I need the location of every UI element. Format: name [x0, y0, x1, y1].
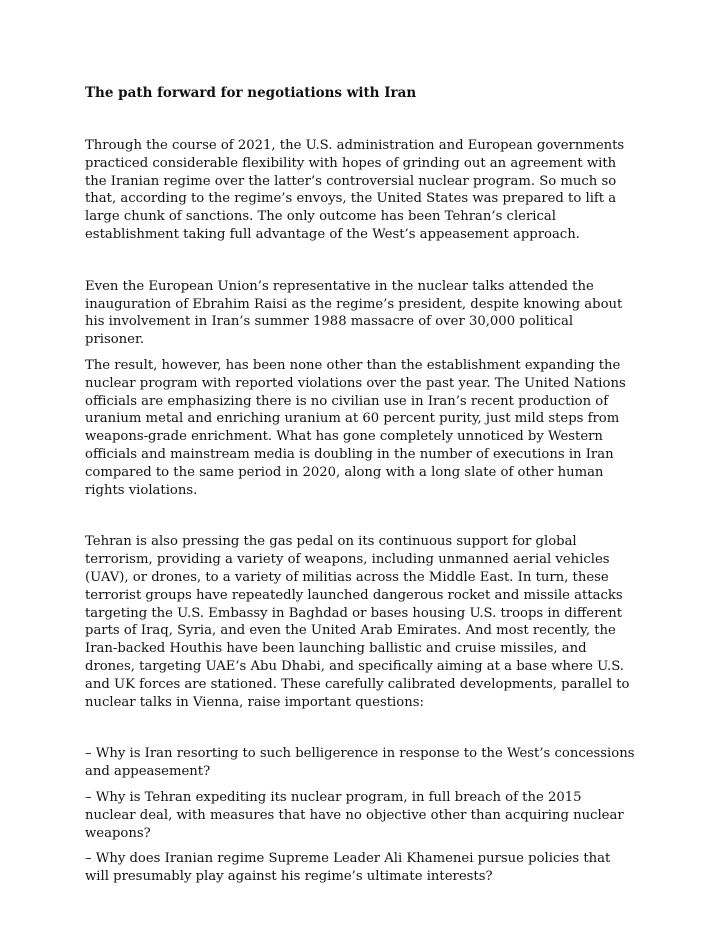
spacer — [85, 499, 635, 533]
spacer — [85, 711, 635, 745]
question-nuclear-program: – Why is Tehran expediting its nuclear program, in full breach of the 2015 nuclear deal, with measures that have no objective other than acquiring nuclear weapons? — [85, 789, 624, 841]
spacer — [85, 842, 635, 850]
paragraph-intro: Through the course of 2021, the U.S. administration and European governments practiced considerable flexibility with hopes of grinding out an agreement with the Iranian regime over the latter’s controversial nuclear program. So much so that, according to the regime’s envoys, the United States was prepared to lift a large chunk of sanctions. The only outcome has been Tehran’s clerical establishment taking full advantage of the West’s appeasement approach. — [85, 138, 625, 242]
paragraph-nuclear-expansion: The result, however, has been none other than the establishment expanding the nuclear program with reported violations over the past year. The United Nations officials are emphasizing there is no civilian use in Iran’s recent production of uranium metal and enriching uranium at 60 percent purity, just mild steps from weapons-grade enrichment. What has gone completely unnoticed by Western officials and mainstream media is doubling in the number of executions in Iran compared to the same period in 2020, along with a long slate of other human rights violations. — [85, 357, 626, 498]
paragraph-eu-representative: Even the European Union’s representative in the nuclear talks attended the inauguration of Ebrahim Raisi as the regime’s president, despite knowing about his involvement in Iran’s summer 1988 massacre of over 30,000 political prisoner. — [85, 278, 623, 348]
document-page — [85, 84, 635, 886]
document-title: The path forward for negotiations with Iran — [85, 85, 417, 101]
spacer — [85, 244, 635, 278]
spacer — [85, 102, 635, 137]
spacer — [85, 349, 635, 357]
paragraph-terrorism-support: Tehran is also pressing the gas pedal on its continuous support for global terrorism, providing a variety of weapons, including unmanned aerial vehicles (UAV), or drones, to a variety of militias across the Middle East. In turn, these terrorist groups have repeatedly launched dangerous rocket and missile attacks targeting the U.S. Embassy in Baghdad or bases housing U.S. troops in different parts of Iraq, Syria, and even the United Arab Emirates. And most recently, the Iran-backed Houthis have been launching ballistic and cruise missiles, and drones, targeting UAE’s Abu Dhabi, and specifically aiming at a base where U.S. and UK forces are stationed. These carefully calibrated developments, parallel to nuclear talks in Vienna, raise important questions: — [85, 534, 630, 710]
spacer — [85, 781, 635, 789]
question-belligerence: – Why is Iran resorting to such belligerence in response to the West’s concessions and appeasement? — [85, 746, 635, 780]
question-khamenei-policies: – Why does Iranian regime Supreme Leader Ali Khamenei pursue policies that will presumably play against his regime’s ultimate interests? — [85, 851, 611, 885]
